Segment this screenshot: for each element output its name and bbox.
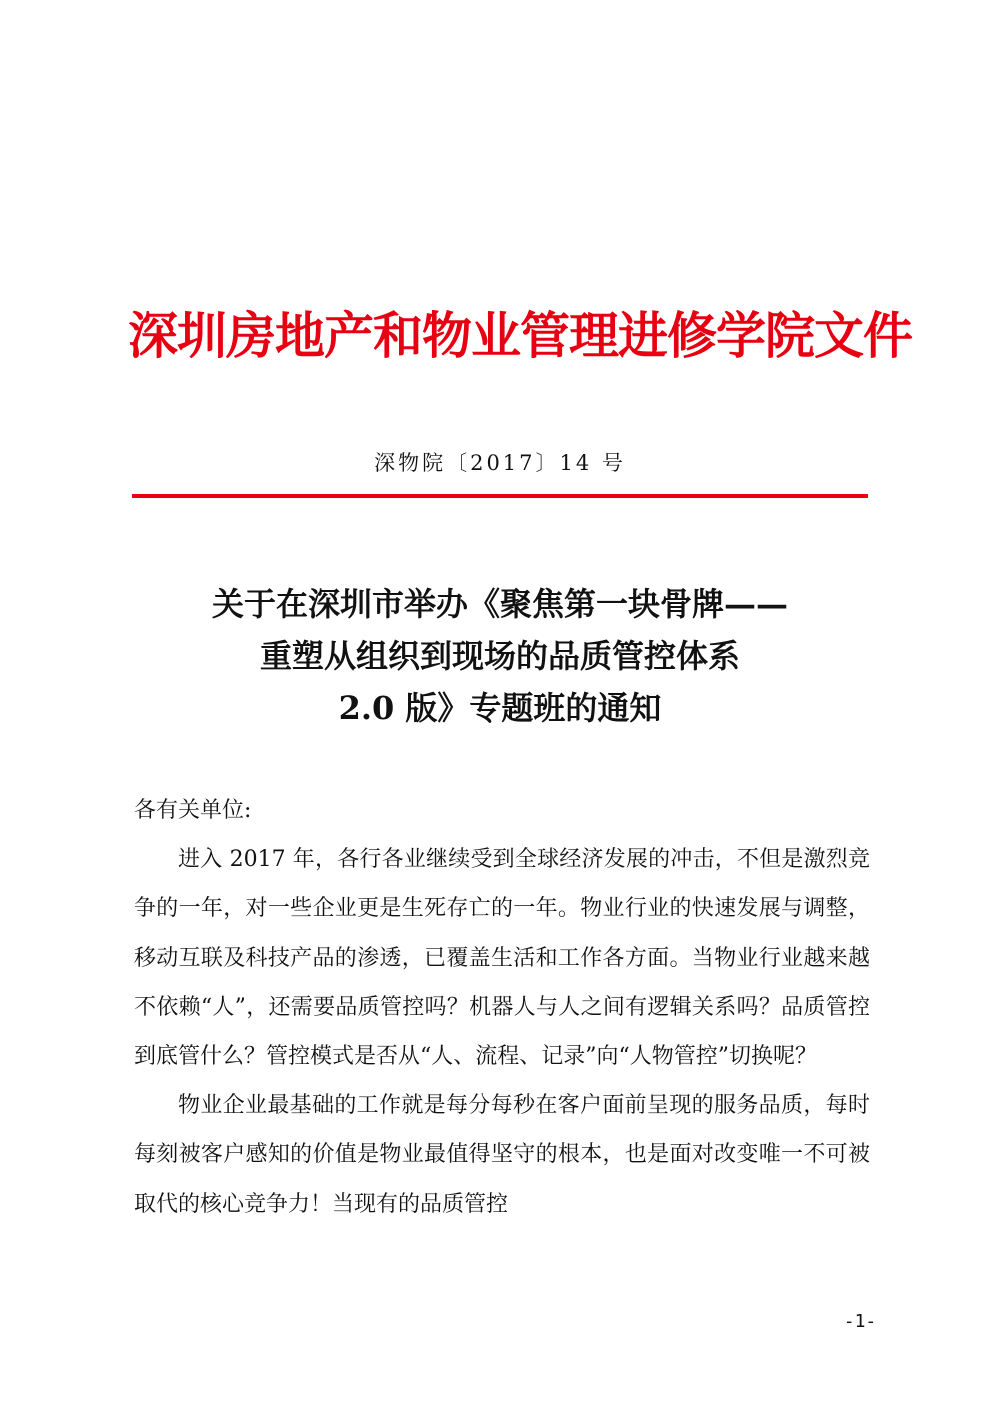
- body-paragraph-2: 物业企业最基础的工作就是每分每秒在客户面前呈现的服务品质，每时每刻被客户感知的价值是物业最值得坚守的根本，也是面对改变唯一不可被取代的核心竞争力！当现有的品质管控: [134, 1093, 870, 1217]
- notice-body: [134, 786, 870, 1229]
- notice-title-line-3: 2.0 版》专题班的通知: [338, 689, 662, 727]
- page-number: -1-: [843, 1311, 877, 1332]
- notice-title: [100, 578, 900, 734]
- document-number: 深物院〔2017〕14 号: [374, 451, 626, 475]
- salutation: 各有关单位:: [134, 798, 252, 823]
- notice-title-line-1: 关于在深圳市举办《聚焦第一块骨牌——: [211, 585, 788, 623]
- notice-title-line-2: 重塑从组织到现场的品质管控体系: [259, 637, 740, 675]
- body-paragraph-1: 进入 2017 年，各行各业继续受到全球经济发展的冲击，不但是激烈竞争的一年，对一些企业更是生死存亡的一年。物业行业的快速发展与调整，移动互联及科技产品的渗透，已覆盖生活和工作各方面。当物业行业越来越不依赖“人”，还需要品质管控吗？机器人与人之间有逻辑关系吗？品质管控到底管什么？管控模式是否从“人、流程、记录”向“人物管控”切换呢？: [134, 847, 870, 1070]
- red-divider-rule: [132, 494, 868, 498]
- issuer-header-title: 深圳房地产和物业管理进修学院文件: [128, 307, 912, 365]
